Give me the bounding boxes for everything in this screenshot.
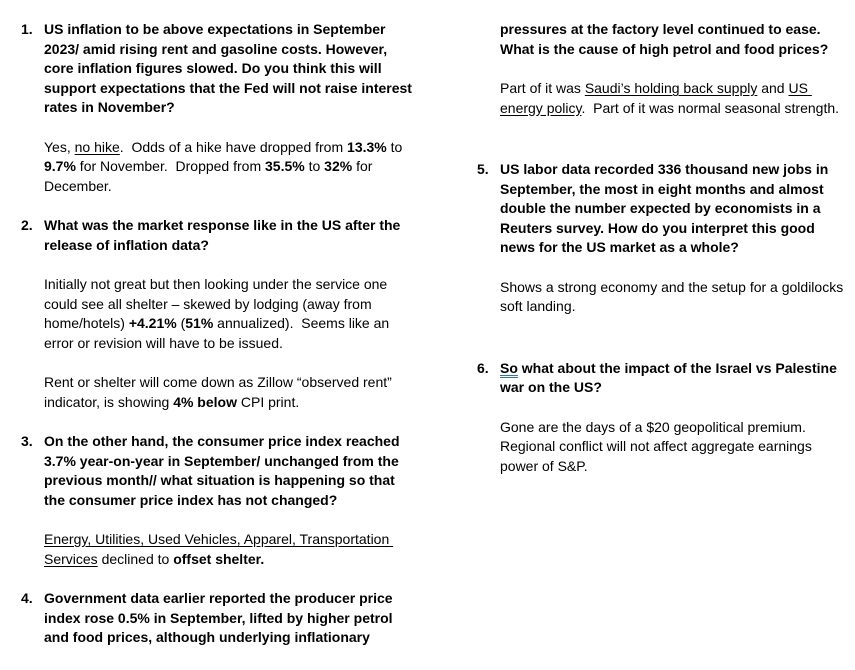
list-item-2 xyxy=(21,216,417,432)
text-run: Shows a strong economy and the setup for a goldilocks soft landing. xyxy=(500,278,848,314)
answer-paragraph xyxy=(500,418,849,477)
text-run: +4.21% xyxy=(128,315,177,331)
list-item-3 xyxy=(21,432,417,589)
list-item-content xyxy=(44,20,417,216)
text-run: offset shelter. xyxy=(173,550,265,567)
text-run: Saudi’s holding back supply xyxy=(584,80,758,96)
list-item-6 xyxy=(477,359,849,497)
text-run: to xyxy=(304,158,325,174)
answer-paragraph xyxy=(44,138,417,197)
text-run: 4% below xyxy=(173,393,237,410)
text-run: annualized). Seems like an error or revision will have to be issued. xyxy=(44,315,394,351)
text-run: 35.5% xyxy=(265,158,305,174)
text-run: Government data earlier reported the producer price index rose 0.5% in September, lifted by higher petrol and food prices, although underlying inflationary xyxy=(44,590,397,645)
text-run: what about the impact of the Israel vs Palestine war on the US? xyxy=(500,359,841,395)
text-run: pressures at the factory level continued to ease. What is the cause of high petrol and food prices? xyxy=(500,21,829,57)
column-left xyxy=(21,20,417,668)
text-run: Part of it was xyxy=(500,80,585,96)
list-item-content xyxy=(500,20,849,138)
answer-paragraph xyxy=(500,278,849,317)
text-run: ( xyxy=(176,315,186,331)
list-number: 2. xyxy=(21,217,33,233)
text-run: US energy policy xyxy=(500,80,812,116)
text-run: US labor data recorded 336 thousand new jobs in September, the most in eight months and almost double the number expected by economists in a Reuters survey. How do you interpret this good news for the US market as a whole? xyxy=(500,161,833,255)
column-right xyxy=(477,20,849,496)
text-run: 51% xyxy=(185,315,214,331)
text-run: So xyxy=(500,359,518,376)
text-run: . Odds of a hike have dropped from xyxy=(119,138,348,155)
question-paragraph xyxy=(44,589,417,648)
list-number: 1. xyxy=(21,21,33,37)
text-run: no hike xyxy=(74,138,120,155)
text-run: 32% xyxy=(324,158,353,174)
list-item-continuation xyxy=(477,20,849,138)
answer-paragraph xyxy=(44,275,417,353)
text-run: and xyxy=(757,80,789,96)
text-run: Rent or shelter will come down as Zillow “observed rent” indicator, is showing xyxy=(44,374,396,410)
list-item-content xyxy=(500,160,849,337)
question-paragraph xyxy=(500,359,849,398)
blank-line xyxy=(477,337,849,359)
text-run: Energy, Utilities, Used Vehicles, Apparel, Transportation Services xyxy=(44,531,394,567)
text-run: On the other hand, the consumer price index reached 3.7% year-on-year in September/ unchanged from the previous month// what situation is happening so that the consumer price index has not changed? xyxy=(44,433,404,508)
text-run: US inflation to be above expectations in September 2023/ amid rising rent and gasoline costs. However, core inflation figures slowed. Do you think this will support expectations that the Fed will not raise interest rates in November? xyxy=(44,21,416,115)
list-item-1 xyxy=(21,20,417,216)
text-run: Initially not great but then looking under the service one could see all shelter – skewed by lodging (away from home/hotels) xyxy=(44,276,392,331)
answer-paragraph xyxy=(500,79,849,118)
text-run: for November. Dropped from xyxy=(75,158,265,174)
list-number: 4. xyxy=(21,590,33,606)
text-run: 9.7% xyxy=(44,158,76,174)
list-item-5 xyxy=(477,160,849,337)
list-item-content xyxy=(44,216,417,432)
answer-paragraph xyxy=(44,530,417,569)
text-run: to xyxy=(386,138,407,155)
list-item-content xyxy=(500,359,849,497)
text-run: for December. xyxy=(44,158,377,194)
question-paragraph xyxy=(500,20,849,59)
text-run: 13.3% xyxy=(347,138,387,155)
list-item-content xyxy=(44,432,417,589)
list-item-content xyxy=(44,589,417,668)
question-paragraph xyxy=(44,432,417,510)
question-paragraph xyxy=(44,20,417,118)
blank-line xyxy=(477,138,849,160)
list-number: 5. xyxy=(477,161,489,177)
text-run: . Part of it was normal seasonal strength. xyxy=(581,99,840,116)
text-run: Gone are the days of a $20 geopolitical premium. Regional conflict will not affect aggregate earnings power of S&P. xyxy=(500,418,816,474)
text-run: CPI print. xyxy=(236,393,300,410)
text-run: What was the market response like in the US after the release of inflation data? xyxy=(44,217,405,253)
list-item-4 xyxy=(21,589,417,668)
list-number: 6. xyxy=(477,359,489,376)
question-paragraph xyxy=(500,160,849,258)
question-paragraph xyxy=(44,216,417,255)
text-run: Yes, xyxy=(44,138,75,155)
list-number: 3. xyxy=(21,433,33,449)
answer-paragraph xyxy=(44,373,417,412)
text-run: declined to xyxy=(97,550,174,567)
